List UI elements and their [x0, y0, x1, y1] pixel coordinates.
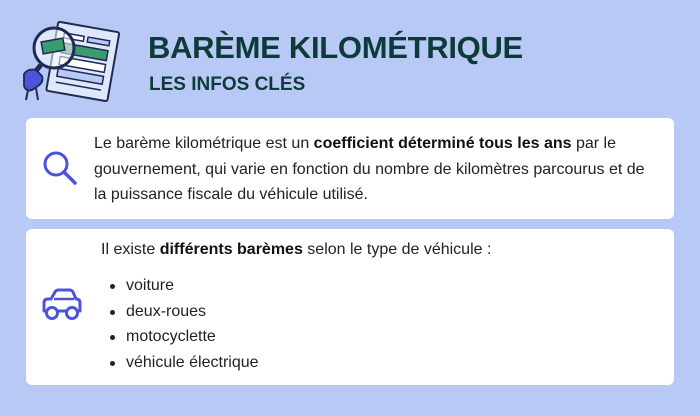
definition-text-part: Le barème kilométrique est un — [94, 135, 314, 152]
vehicle-types-intro — [101, 237, 491, 262]
page-title: BARÈME KILOMÉTRIQUE — [148, 30, 523, 65]
document-magnifier-illustration — [18, 16, 122, 104]
intro-text-part: selon le type de véhicule : — [302, 241, 492, 258]
definition-text-bold: coefficient déterminé tous les ans — [313, 135, 572, 152]
vehicle-types-card — [26, 229, 674, 385]
header — [0, 0, 700, 110]
list-item: deux-roues — [110, 299, 259, 325]
intro-text-bold: différents barèmes — [159, 241, 303, 258]
definition-card — [26, 118, 674, 219]
list-item: véhicule électrique — [110, 350, 259, 376]
search-icon — [40, 148, 80, 188]
intro-text-part: Il existe — [101, 241, 160, 258]
vehicle-types-list — [110, 273, 259, 375]
list-item: motocyclette — [110, 324, 259, 350]
definition-text-part: par le gouvernement, qui varie en fonction du nombre de kilomètres parcourus et de la puissance fiscale du véhicule utilisé. — [94, 135, 645, 203]
list-item: voiture — [110, 273, 259, 299]
definition-text — [94, 131, 654, 208]
car-icon — [40, 285, 84, 325]
page-subtitle: LES INFOS CLÉS — [149, 74, 306, 95]
